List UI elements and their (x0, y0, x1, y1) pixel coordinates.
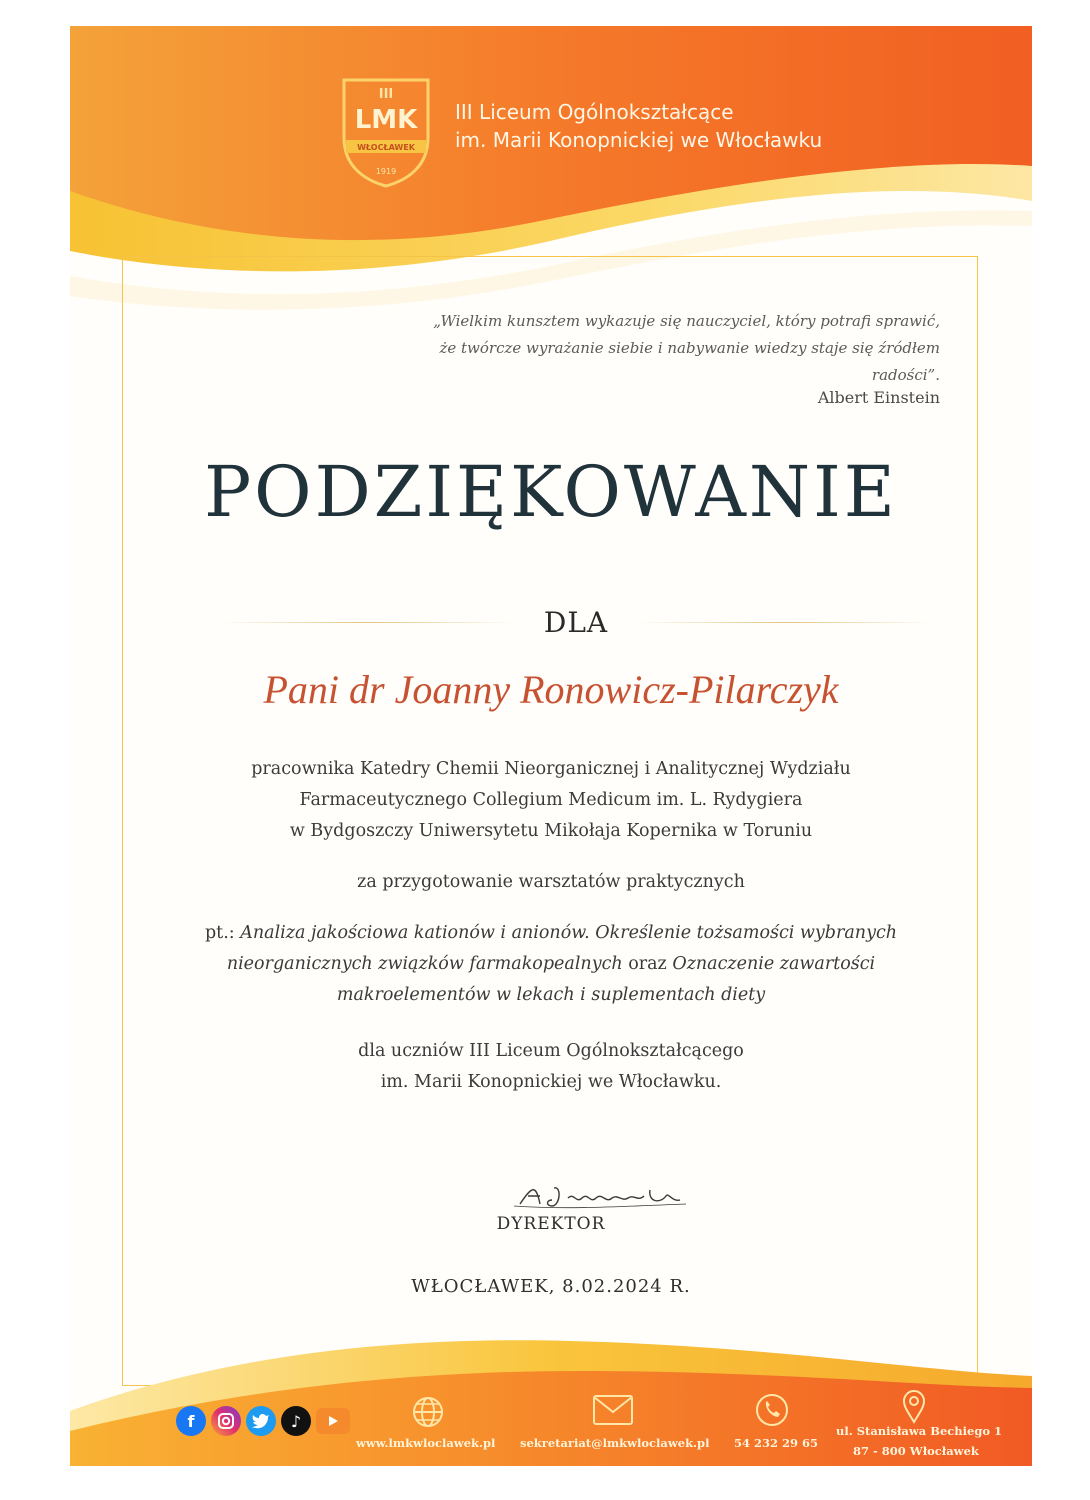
social-icons (176, 1406, 350, 1436)
quote-line1: „Wielkim kunsztem wykazuje się nauczyciel, który potrafi sprawić, (433, 312, 940, 330)
logo-text: LMK (354, 105, 418, 135)
workshop-title1-a: Analiza jakościowa kationów i anionów. Określenie tożsamości wybranych (240, 923, 898, 943)
address-line1: ul. Stanisława Bechiego 1 (836, 1424, 1003, 1438)
school-name-line1: III Liceum Ogólnokształcące (455, 100, 734, 124)
affiliation-line1: pracownika Katedry Chemii Nieorganicznej i Analitycznej Wydziału (251, 759, 851, 779)
workshop-title2-a: Oznaczenie zawartości (672, 954, 876, 974)
divider-left (220, 622, 514, 623)
signature (510, 1176, 690, 1216)
affiliation-line2: Farmaceutycznego Collegium Medicum im. L. Rydygiera (299, 790, 803, 810)
workshop-connector: oraz (622, 954, 673, 974)
email-link[interactable]: sekretariat@lmkwloclawek.pl (520, 1436, 710, 1450)
phone-number[interactable]: 54 232 29 65 (734, 1436, 819, 1450)
for-label-row (220, 606, 932, 639)
quote-author: Albert Einstein (817, 388, 940, 407)
school-name-line2: im. Marii Konopnickiej we Włocławku (455, 128, 823, 152)
audience (160, 1036, 942, 1098)
facebook-icon[interactable]: f (176, 1406, 206, 1436)
recipient-name: Pani dr Joanny Ronowicz-Pilarczyk (263, 667, 839, 712)
mail-icon (592, 1394, 634, 1426)
certificate-title: PODZIĘKOWANIE (204, 451, 898, 533)
globe-icon (410, 1394, 446, 1430)
twitter-icon[interactable] (246, 1406, 276, 1436)
quote-line2: że twórcze wyrażanie siebie i nabywanie wiedzy staje się źródłem (439, 339, 940, 357)
tiktok-icon[interactable]: ♪ (281, 1406, 311, 1436)
for-label: DLA (543, 606, 609, 639)
workshop-titles (160, 918, 942, 1011)
divider-right (638, 622, 932, 623)
location-pin-icon (902, 1390, 926, 1424)
quote-line3: radości”. (871, 366, 940, 384)
school-name (455, 98, 822, 154)
workshop-title1-b: nieorganicznych związków farmakopealnych (226, 954, 623, 974)
logo-city: WŁOCŁAWEK (357, 143, 415, 152)
phone-icon (754, 1392, 790, 1428)
website-link[interactable]: www.lmkwloclawek.pl (356, 1436, 496, 1450)
quote (400, 308, 940, 389)
place-date: WŁOCŁAWEK, 8.02.2024 R. (411, 1276, 691, 1297)
logo-year: 1919 (375, 167, 397, 176)
logo-numeral: III (378, 87, 394, 102)
signatory-role: DYREKTOR (496, 1214, 606, 1234)
youtube-icon[interactable] (316, 1408, 350, 1434)
school-logo (338, 76, 434, 188)
instagram-icon[interactable] (211, 1406, 241, 1436)
address-line2: 87 - 800 Włocławek (853, 1444, 979, 1458)
affiliation (160, 754, 942, 847)
reason: za przygotowanie warsztatów praktycznych (357, 872, 745, 892)
workshop-title2-b: makroelementów w lekach i suplementach diety (336, 985, 766, 1005)
workshop-prefix: pt.: (204, 923, 235, 943)
certificate-sheet (70, 26, 1032, 1466)
audience-line2: im. Marii Konopnickiej we Włocławku. (380, 1072, 722, 1092)
audience-line1: dla uczniów III Liceum Ogólnokształcącego (358, 1041, 744, 1061)
affiliation-line3: w Bydgoszczy Uniwersytetu Mikołaja Kopernika w Toruniu (289, 821, 813, 841)
